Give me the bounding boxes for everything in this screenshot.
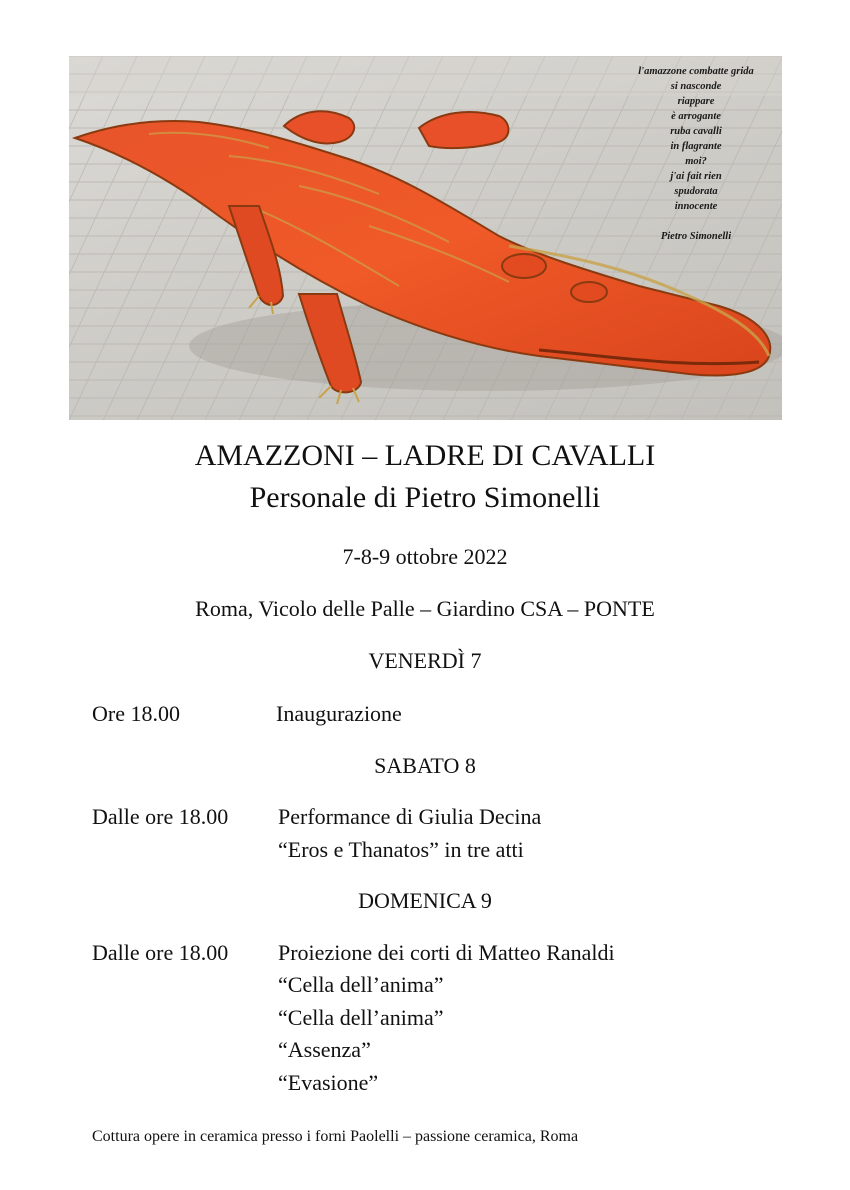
day-heading-saturday: SABATO 8	[374, 753, 476, 778]
schedule-item: “Cella dell’anima”	[278, 972, 444, 997]
poem-line: innocente	[674, 201, 718, 212]
schedule-time: Dalle ore 18.00	[92, 804, 229, 829]
artwork-photo	[69, 56, 782, 420]
schedule-item: Proiezione dei corti di Matteo Ranaldi	[278, 940, 615, 965]
footer-credit: Cottura opere in ceramica presso i forni Paolelli – passione ceramica, Roma	[92, 1128, 579, 1145]
schedule-item: “Cella dell’anima”	[278, 1005, 444, 1030]
exhibition-subtitle: Personale di Pietro Simonelli	[249, 481, 601, 514]
poem-signature: Pietro Simonelli	[660, 231, 732, 242]
schedule-item: “Evasione”	[278, 1070, 379, 1095]
schedule-item: “Assenza”	[278, 1037, 371, 1062]
poem-overlay	[616, 64, 776, 244]
poem-line: j'ai fait rien	[670, 171, 722, 182]
schedule-item: Performance di Giulia Decina	[278, 804, 542, 829]
schedule-item: Inaugurazione	[276, 701, 402, 726]
poem-line: si nasconde	[670, 81, 722, 92]
event-dates: 7-8-9 ottobre 2022	[342, 544, 508, 569]
schedule-time: Dalle ore 18.00	[92, 940, 229, 965]
exhibition-title: AMAZZONI – LADRE DI CAVALLI	[194, 439, 656, 472]
poem-line: riappare	[677, 96, 715, 107]
poem-line: ruba cavalli	[670, 126, 722, 137]
schedule-item: “Eros e Thanatos” in tre atti	[278, 837, 524, 862]
poem-line: è arrogante	[671, 111, 721, 122]
event-location: Roma, Vicolo delle Palle – Giardino CSA – PONTE	[195, 596, 655, 621]
schedule-time: Ore 18.00	[92, 701, 180, 726]
poem-line: spudorata	[674, 186, 718, 197]
poem-line: in flagrante	[670, 141, 722, 152]
poem-line: moi?	[685, 156, 707, 167]
poem-line: l'amazzone combatte grida	[638, 66, 754, 77]
day-heading-friday: VENERDÌ 7	[368, 648, 482, 673]
day-heading-sunday: DOMENICA 9	[358, 888, 492, 913]
